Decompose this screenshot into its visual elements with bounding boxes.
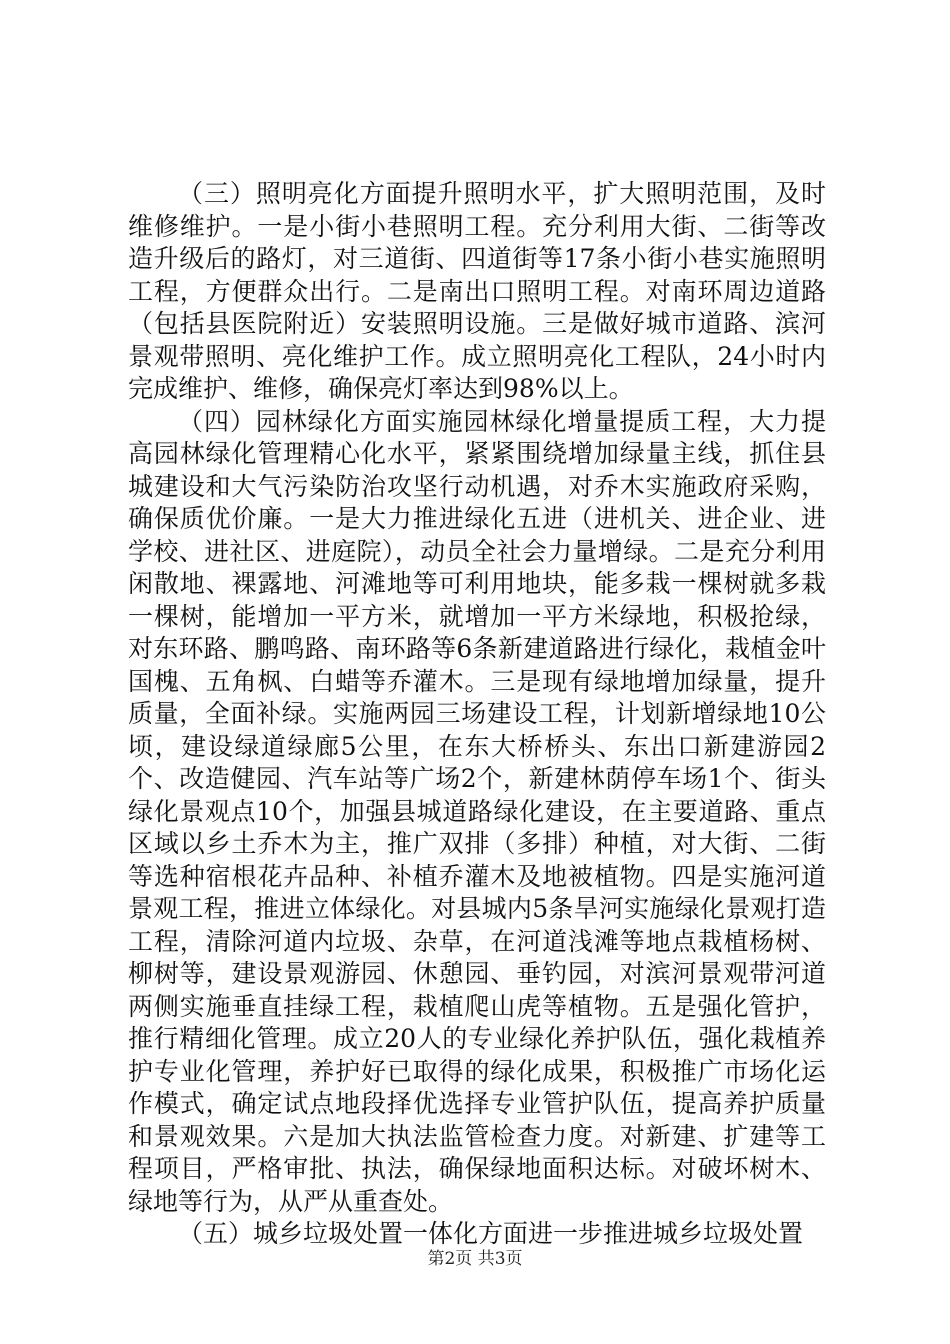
paragraph-garbage: （五）城乡垃圾处置一体化方面进一步推进城乡垃圾处置 (178, 1219, 804, 1248)
page-footer: 第2页 共3页 (427, 1249, 523, 1269)
paragraph-lighting: （三）照明亮化方面提升照明水平，扩大照明范围，及时维修维护。一是小街小巷照明工程。充分利用大街、二街等改造升级后的路灯，对三道街、四道街等17条小街小巷实施照明工程，方便群众出行。二是南出口照明工程。对南环周边道路（包括县医院附近）安装照明设施。三是做好城市道路、滨河景观带照明、亮化维护工作。成立照明亮化工程队，24小时内完成维护、维修，确保亮灯率达到98%以上。 (128, 179, 826, 403)
paragraph-greening: （四）园林绿化方面实施园林绿化增量提质工程，大力提高园林绿化管理精心化水平，紧紧围绕增加绿量主线，抓住县城建设和大气污染防治攻坚行动机遇，对乔木实施政府采购，确保质优价廉。一是大力推进绿化五进（进机关、进企业、进学校、进社区、进庭院），动员全社会力量增绿。二是充分利用闲散地、裸露地、河滩地等可利用地块，能多栽一棵树就多栽一棵树，能增加一平方米，就增加一平方米绿地，积极抢绿，对东环路、鹏鸣路、南环路等6条新建道路进行绿化，栽植金叶国槐、五角枫、白蜡等乔灌木。三是现有绿地增加绿量，提升质量，全面补绿。实施两园三场建设工程，计划新增绿地10公顷，建设绿道绿廊5公里，在东大桥桥头、东出口新建游园2个、改造健园、汽车站等广场2个，新建林荫停车场1个、街头绿化景观点10个，加强县城道路绿化建设，在主要道路、重点区域以乡土乔木为主，推广双排（多排）种植，对大街、二街等选种宿根花卉品种、补植乔灌木及地被植物。四是实施河道景观工程，推进立体绿化。对县城内5条旱河实施绿化景观打造工程，清除河道内垃圾、杂草，在河道浅滩等地点栽植杨树、柳树等，建设景观游园、休憩园、垂钓园，对滨河景观带河道两侧实施垂直挂绿工程，栽植爬山虎等植物。五是强化管护，推行精细化管理。成立20人的专业绿化养护队伍，强化栽植养护专业化管理，养护好已取得的绿化成果，积极推广市场化运作模式，确定试点地段择优选择专业管护队伍，提高养护质量和景观效果。六是加大执法监管检查力度。对新建、扩建等工程项目，严格审批、执法，确保绿地面积达标。对破坏树木、绿地等行为，从严从重查处。 (128, 406, 826, 1216)
document-body (128, 178, 826, 1251)
